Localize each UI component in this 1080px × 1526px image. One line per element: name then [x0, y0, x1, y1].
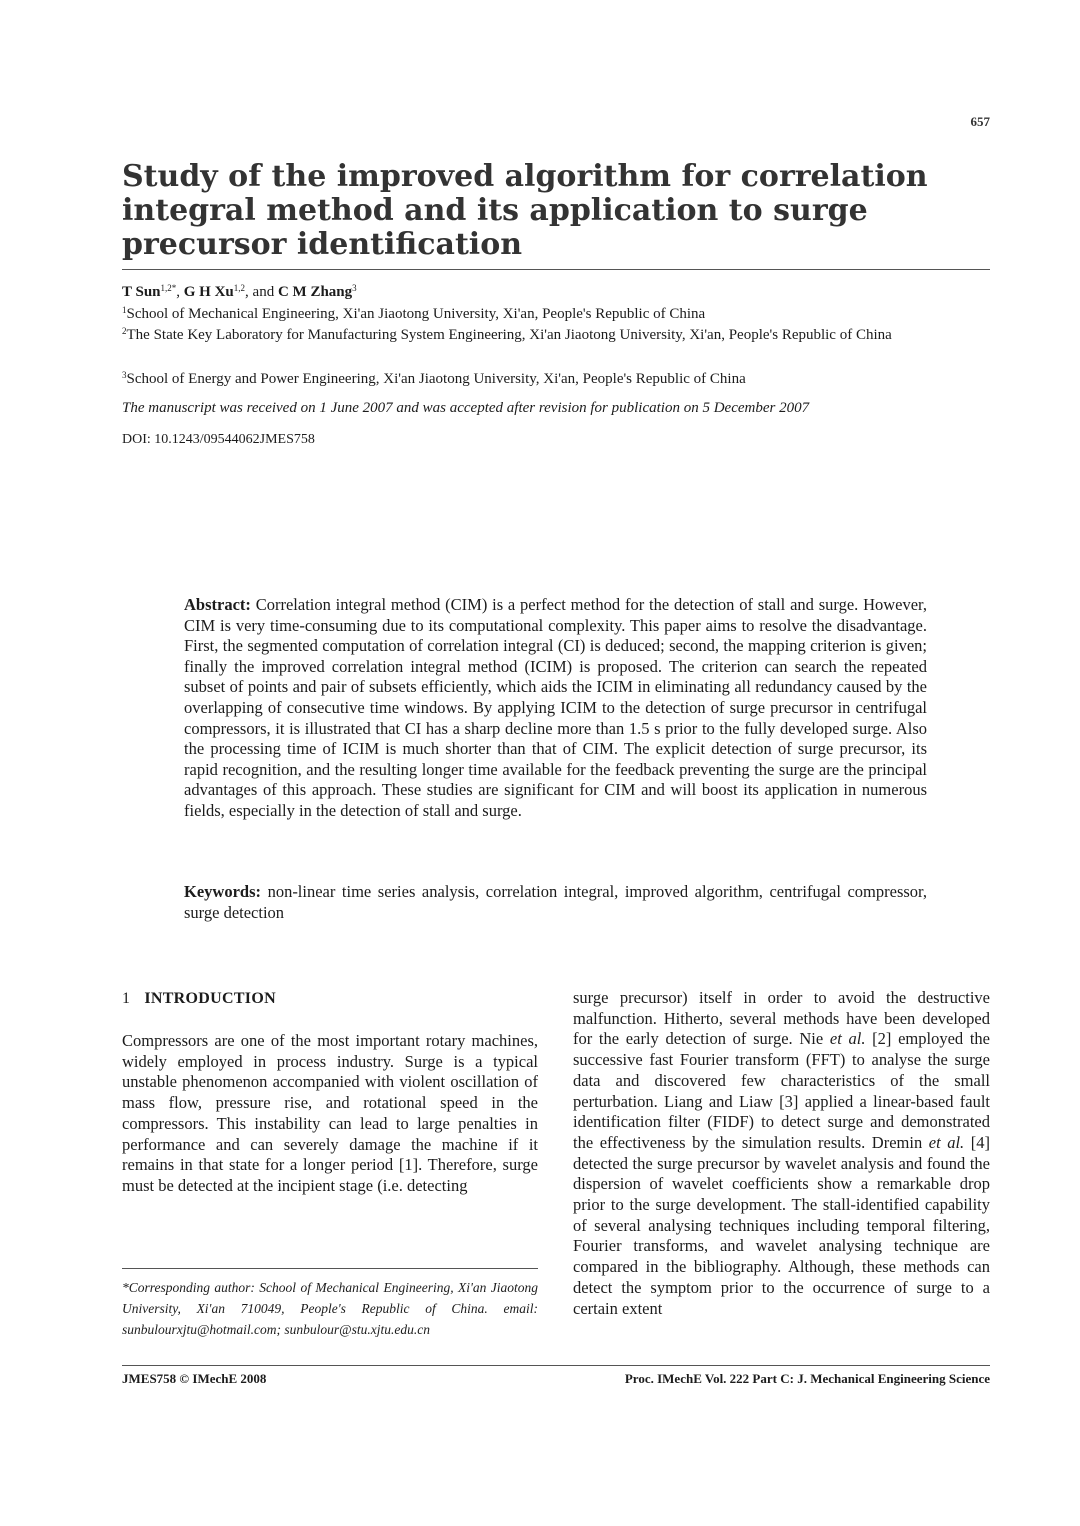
author-name: C M Zhang — [277, 284, 353, 300]
section-title: INTRODUCTION — [144, 990, 276, 1007]
affiliation-3 — [122, 365, 922, 390]
doi: DOI: 10.1243/09544062JMES758 — [122, 432, 315, 447]
received-dates: The manuscript was received on 1 June 2007 and was accepted after revision for publication on 5 December 2007 — [122, 400, 810, 416]
abstract-label: Abstract: — [184, 595, 251, 614]
section-number: 1 — [122, 990, 131, 1007]
abstract-text: Correlation integral method (CIM) is a perfect method for the detection of stall and surge. However, CIM is very time-consuming due to its computational complexity. This paper aims to resolve the disadvantage. First, the segmented computation of correlation integral (CI) is deduced; second, the mapping criterion is given; finally the improved correlation integral method (ICIM) is proposed. The criterion can search the repeated subset of points and pair of subsets efficiently, which aids the ICIM in eliminating all redundancy caused by the overlapping of consecutive time windows. By applying ICIM to the detection of surge precursor in centrifugal compressors, it is illustrated that CI has a sharp decline more than 1.5 s prior to the fully developed surge. Also the processing time of ICIM is much shorter than that of CIM. The explicit detection of surge precursor, its rapid recognition, and the resulting longer time available for the feedback preventing the surge are the principal advantages of this approach. These studies are significant for CIM and will boost its application in numerous fields, especially in the detection of stall and surge. — [184, 595, 928, 820]
affiliation-text: School of Energy and Power Engineering, Xi'an Jiaotong University, Xi'an, People's Republic of China — [126, 371, 746, 387]
paper-title: Study of the improved algorithm for correlation integral method and its application to surge precursor identification — [122, 159, 928, 262]
section-heading — [122, 988, 276, 1010]
intro-text: [2] employed the successive fast Fourier transform (FFT) to analyse the surge data and discovered few characteristics of the small perturbation. Liang and Liaw [3] applied a linear-based fault identification filter (FIDF) to detect surge and demonstrated the effectiveness by the simulation results. Dremin — [573, 1029, 991, 1152]
page-number: 657 — [970, 114, 990, 129]
intro-left-column: Compressors are one of the most important rotary machines, widely employed in process industry. Surge is a typical unstable phenomenon accompanied with violent oscillation of mass flow, pressure rise, and rotational speed in the compressors. This instability can lead to large penalties in performance and can severely damage the machine if it remains in that state for a longer period [1]. Therefore, surge must be detected at the incipient stage (i.e. detecting — [122, 1031, 538, 1195]
author-separator: , and — [245, 284, 278, 300]
affiliation-mark: 1 — [122, 305, 127, 315]
footer-article-id: JMES758 © IMechE 2008 — [122, 1371, 267, 1386]
intro-text: [4] detected the surge precursor by wavelet analysis and found the dispersion of wavelet coefficients show a remarkable drop prior to the surge development. The stall-identified capability of several analysing techniques including temporal filtering, Fourier transforms, and wavelet analysing technique are compared in the bibliography. Although, these methods can detect the symptom prior to the occurrence of surge to a certain extent — [573, 1132, 990, 1318]
title-divider — [122, 269, 990, 270]
keywords — [184, 882, 927, 923]
author-name: G H Xu — [183, 284, 234, 300]
intro-text: surge precursor) itself in order to avoid the destructive malfunction. Hitherto, several methods have been developed for the early detection of surge. Nie — [573, 988, 990, 1049]
footnote-divider — [122, 1268, 538, 1269]
affiliation-text: School of Mechanical Engineering, Xi'an Jiaotong University, Xi'an, People's Republic of China — [126, 306, 706, 322]
author-name: T Sun — [122, 284, 161, 300]
keywords-label: Keywords: — [184, 882, 261, 901]
author-separator: , — [176, 284, 184, 300]
footer-divider — [122, 1365, 990, 1366]
author-affiliation-mark: 3 — [352, 283, 357, 293]
keywords-text: non-linear time series analysis, correlation integral, improved algorithm, centrifugal compressor, surge detection — [184, 882, 927, 922]
citation-et-al: et al. — [829, 1029, 866, 1049]
citation-et-al: et al. — [928, 1132, 965, 1152]
abstract — [184, 595, 927, 822]
footer-journal: Proc. IMechE Vol. 222 Part C: J. Mechanical Engineering Science — [624, 1371, 990, 1386]
affiliation-mark: 2 — [122, 326, 127, 336]
corresponding-author-footnote: *Corresponding author: School of Mechanical Engineering, Xi'an Jiaotong University, Xi'an 710049, People's Republic of China. email: sunbulourxjtu@hotmail.com; sunbulour@stu.xjtu.edu.cn — [122, 1280, 538, 1337]
intro-right-column — [573, 988, 990, 1319]
author-affiliation-mark: 1,2 — [233, 283, 246, 293]
author-affiliation-mark: 1,2* — [160, 283, 177, 293]
affiliation-mark: 3 — [122, 370, 127, 380]
affiliation-text: The State Key Laboratory for Manufacturing System Engineering, Xi'an Jiaotong University, Xi'an, People's Republic of China — [126, 327, 892, 343]
affiliation-2 — [122, 321, 902, 346]
author-list — [122, 278, 357, 302]
